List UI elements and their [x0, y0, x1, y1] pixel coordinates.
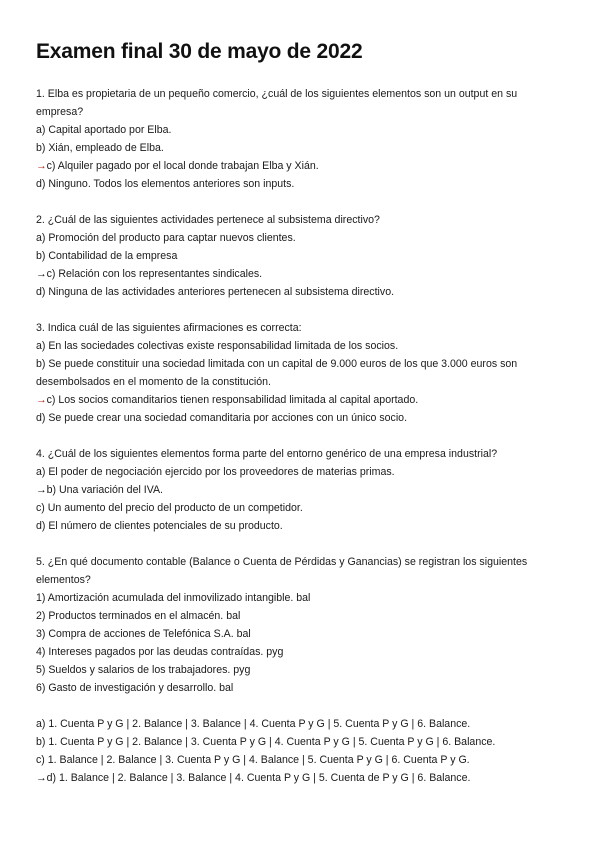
selected-answer-arrow-icon: →: [36, 160, 47, 172]
question-1-stem: 1. Elba es propietaria de un pequeño comercio, ¿cuál de los siguientes elementos son un output en su empresa?: [36, 88, 518, 118]
question-5-options: [36, 715, 566, 787]
selected-answer-arrow-icon: →: [36, 268, 47, 280]
selected-answer-arrow-icon: →: [36, 394, 47, 406]
question-2-option-d: d) Ninguna de las actividades anteriores pertenecen al subsistema directivo.: [36, 286, 395, 298]
question-1-option-c-text: c) Alquiler pagado por el local donde trabajan Elba y Xián.: [46, 160, 319, 172]
page-title: Examen final 30 de mayo de 2022: [36, 40, 363, 63]
question-3-option-b: b) Se puede constituir una sociedad limitada con un capital de 9.000 euros de los que 3.000 euros son desembolsados en el momento de la constitución.: [36, 358, 518, 388]
question-1-option-d: d) Ninguno. Todos los elementos anteriores son inputs.: [36, 178, 295, 190]
question-5-item: 4) Intereses pagados por las deudas contraídas. pyg: [36, 646, 284, 658]
question-2: [36, 211, 566, 301]
question-3: [36, 319, 566, 427]
document-page: [36, 38, 566, 805]
question-4-option-d: d) El número de clientes potenciales de su producto.: [36, 520, 283, 532]
question-2-option-c: [36, 265, 566, 283]
question-5-option-d-text: d) 1. Balance | 2. Balance | 3. Balance | 4. Cuenta P y G | 5. Cuenta de P y G | 6. Balance.: [46, 772, 471, 784]
question-5-item: 1) Amortización acumulada del inmovilizado intangible. bal: [36, 592, 311, 604]
question-5-item: 3) Compra de acciones de Telefónica S.A. bal: [36, 628, 251, 640]
question-5-stem: 5. ¿En qué documento contable (Balance o Cuenta de Pérdidas y Ganancias) se registran los siguientes elementos?: [36, 556, 528, 586]
question-4-stem: 4. ¿Cuál de los siguientes elementos forma parte del entorno genérico de una empresa industrial?: [36, 448, 498, 460]
question-4-option-b: [36, 481, 566, 499]
selected-answer-arrow-icon: →: [36, 772, 47, 784]
selected-answer-arrow-icon: →: [36, 484, 47, 496]
question-4-option-b-text: b) Una variación del IVA.: [46, 484, 163, 496]
question-4-option-a: a) El poder de negociación ejercido por los proveedores de materias primas.: [36, 466, 395, 478]
question-3-option-a: a) En las sociedades colectivas existe responsabilidad limitada de los socios.: [36, 340, 399, 352]
question-2-option-b: b) Contabilidad de la empresa: [36, 250, 178, 262]
question-2-option-a: a) Promoción del producto para captar nuevos clientes.: [36, 232, 296, 244]
question-3-option-c-text: c) Los socios comanditarios tienen responsabilidad limitada al capital aportado.: [46, 394, 419, 406]
question-5-option-a: a) 1. Cuenta P y G | 2. Balance | 3. Balance | 4. Cuenta P y G | 5. Cuenta P y G | 6. Balance.: [36, 718, 471, 730]
question-3-option-d: d) Se puede crear una sociedad comanditaria por acciones con un único socio.: [36, 412, 408, 424]
question-2-option-c-text: c) Relación con los representantes sindicales.: [46, 268, 263, 280]
question-5: [36, 553, 566, 697]
question-1-option-a: a) Capital aportado por Elba.: [36, 124, 172, 136]
question-5-item: 6) Gasto de investigación y desarrollo. bal: [36, 682, 234, 694]
question-2-stem: 2. ¿Cuál de las siguientes actividades pertenece al subsistema directivo?: [36, 214, 380, 226]
question-4-option-c: c) Un aumento del precio del producto de un competidor.: [36, 502, 303, 514]
question-1: [36, 85, 566, 193]
question-3-option-c: [36, 391, 566, 409]
question-5-option-c: c) 1. Balance | 2. Balance | 3. Cuenta P y G | 4. Balance | 5. Cuenta P y G | 6. Cuenta P y G.: [36, 754, 470, 766]
question-5-option-d: [36, 769, 566, 787]
question-4: [36, 445, 566, 535]
question-5-item: 5) Sueldos y salarios de los trabajadores. pyg: [36, 664, 251, 676]
question-1-option-b: b) Xián, empleado de Elba.: [36, 142, 164, 154]
question-5-option-b: b) 1. Cuenta P y G | 2. Balance | 3. Cuenta P y G | 4. Cuenta P y G | 5. Cuenta P y G | 6. Balance.: [36, 736, 496, 748]
question-3-stem: 3. Indica cuál de las siguientes afirmaciones es correcta:: [36, 322, 302, 334]
question-1-option-c: [36, 157, 566, 175]
question-5-item: 2) Productos terminados en el almacén. bal: [36, 610, 241, 622]
